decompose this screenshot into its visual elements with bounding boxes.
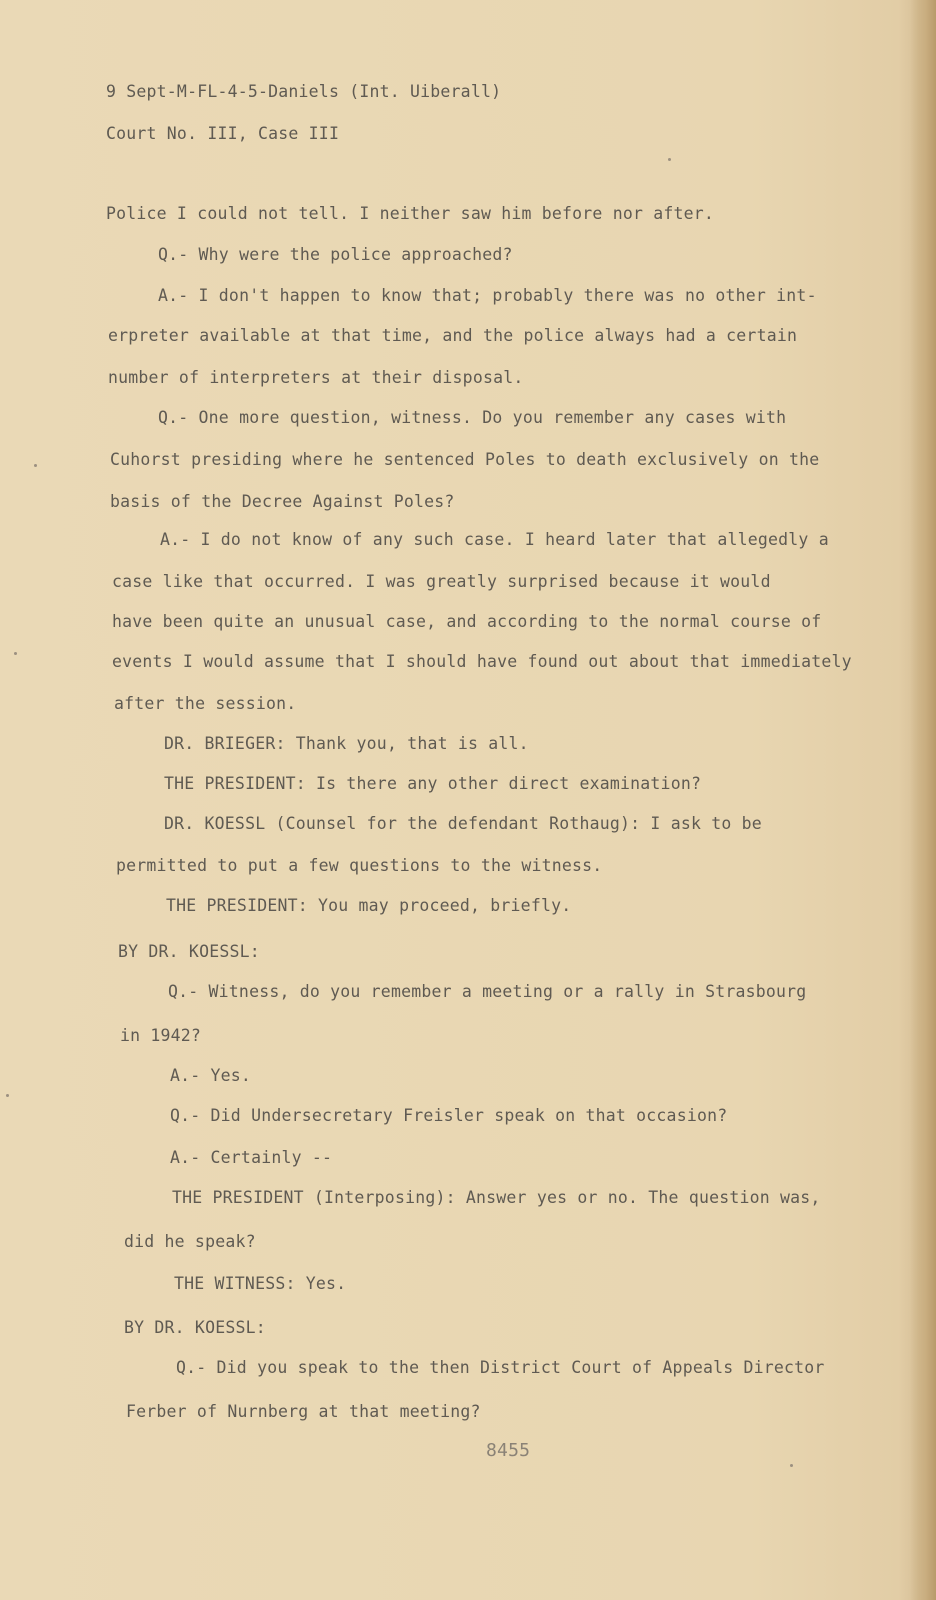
text-line: DR. KOESSL (Counsel for the defendant Rothaug): I ask to be bbox=[164, 814, 762, 833]
paper-speck bbox=[34, 464, 37, 467]
header-line-1: 9 Sept-M-FL-4-5-Daniels (Int. Uiberall) bbox=[106, 82, 502, 101]
text-line: THE PRESIDENT: Is there any other direct examination? bbox=[164, 774, 702, 793]
paper-speck bbox=[668, 158, 671, 161]
text-line: in 1942? bbox=[120, 1026, 202, 1045]
text-line: BY DR. KOESSL: bbox=[124, 1318, 266, 1337]
text-line: A.- Certainly -- bbox=[170, 1148, 333, 1167]
text-line: DR. BRIEGER: Thank you, that is all. bbox=[164, 734, 529, 753]
text-line: BY DR. KOESSL: bbox=[118, 942, 260, 961]
text-line: Police I could not tell. I neither saw him before nor after. bbox=[106, 204, 715, 223]
text-line: Q.- Witness, do you remember a meeting or a rally in Strasbourg bbox=[168, 982, 807, 1001]
page-number: 8455 bbox=[486, 1440, 531, 1461]
text-line: after the session. bbox=[114, 694, 297, 713]
text-line: basis of the Decree Against Poles? bbox=[110, 492, 455, 511]
paper-speck bbox=[14, 652, 17, 655]
header-line-2: Court No. III, Case III bbox=[106, 124, 340, 143]
page-edge-shadow bbox=[910, 0, 936, 1600]
text-line: events I would assume that I should have found out about that immediately bbox=[112, 652, 852, 671]
text-line: case like that occurred. I was greatly surprised because it would bbox=[112, 572, 771, 591]
text-line: A.- I don't happen to know that; probably there was no other int- bbox=[158, 286, 817, 305]
text-line: have been quite an unusual case, and according to the normal course of bbox=[112, 612, 822, 631]
text-line: Q.- Did you speak to the then District Court of Appeals Director bbox=[176, 1358, 825, 1377]
text-line: THE PRESIDENT (Interposing): Answer yes or no. The question was, bbox=[172, 1188, 821, 1207]
text-line: A.- Yes. bbox=[170, 1066, 252, 1085]
text-line: erpreter available at that time, and the police always had a certain bbox=[108, 326, 798, 345]
text-line: number of interpreters at their disposal. bbox=[108, 368, 524, 387]
paper-speck bbox=[6, 1094, 9, 1097]
text-line: THE WITNESS: Yes. bbox=[174, 1274, 347, 1293]
text-line: Ferber of Nurnberg at that meeting? bbox=[126, 1402, 481, 1421]
text-line: permitted to put a few questions to the witness. bbox=[116, 856, 603, 875]
paper-speck bbox=[790, 1464, 793, 1467]
text-line: Q.- One more question, witness. Do you remember any cases with bbox=[158, 408, 787, 427]
text-line: Q.- Why were the police approached? bbox=[158, 245, 513, 264]
text-line: did he speak? bbox=[124, 1232, 256, 1251]
text-line: THE PRESIDENT: You may proceed, briefly. bbox=[166, 896, 572, 915]
text-line: A.- I do not know of any such case. I heard later that allegedly a bbox=[160, 530, 829, 549]
text-line: Q.- Did Undersecretary Freisler speak on that occasion? bbox=[170, 1106, 728, 1125]
text-line: Cuhorst presiding where he sentenced Poles to death exclusively on the bbox=[110, 450, 820, 469]
